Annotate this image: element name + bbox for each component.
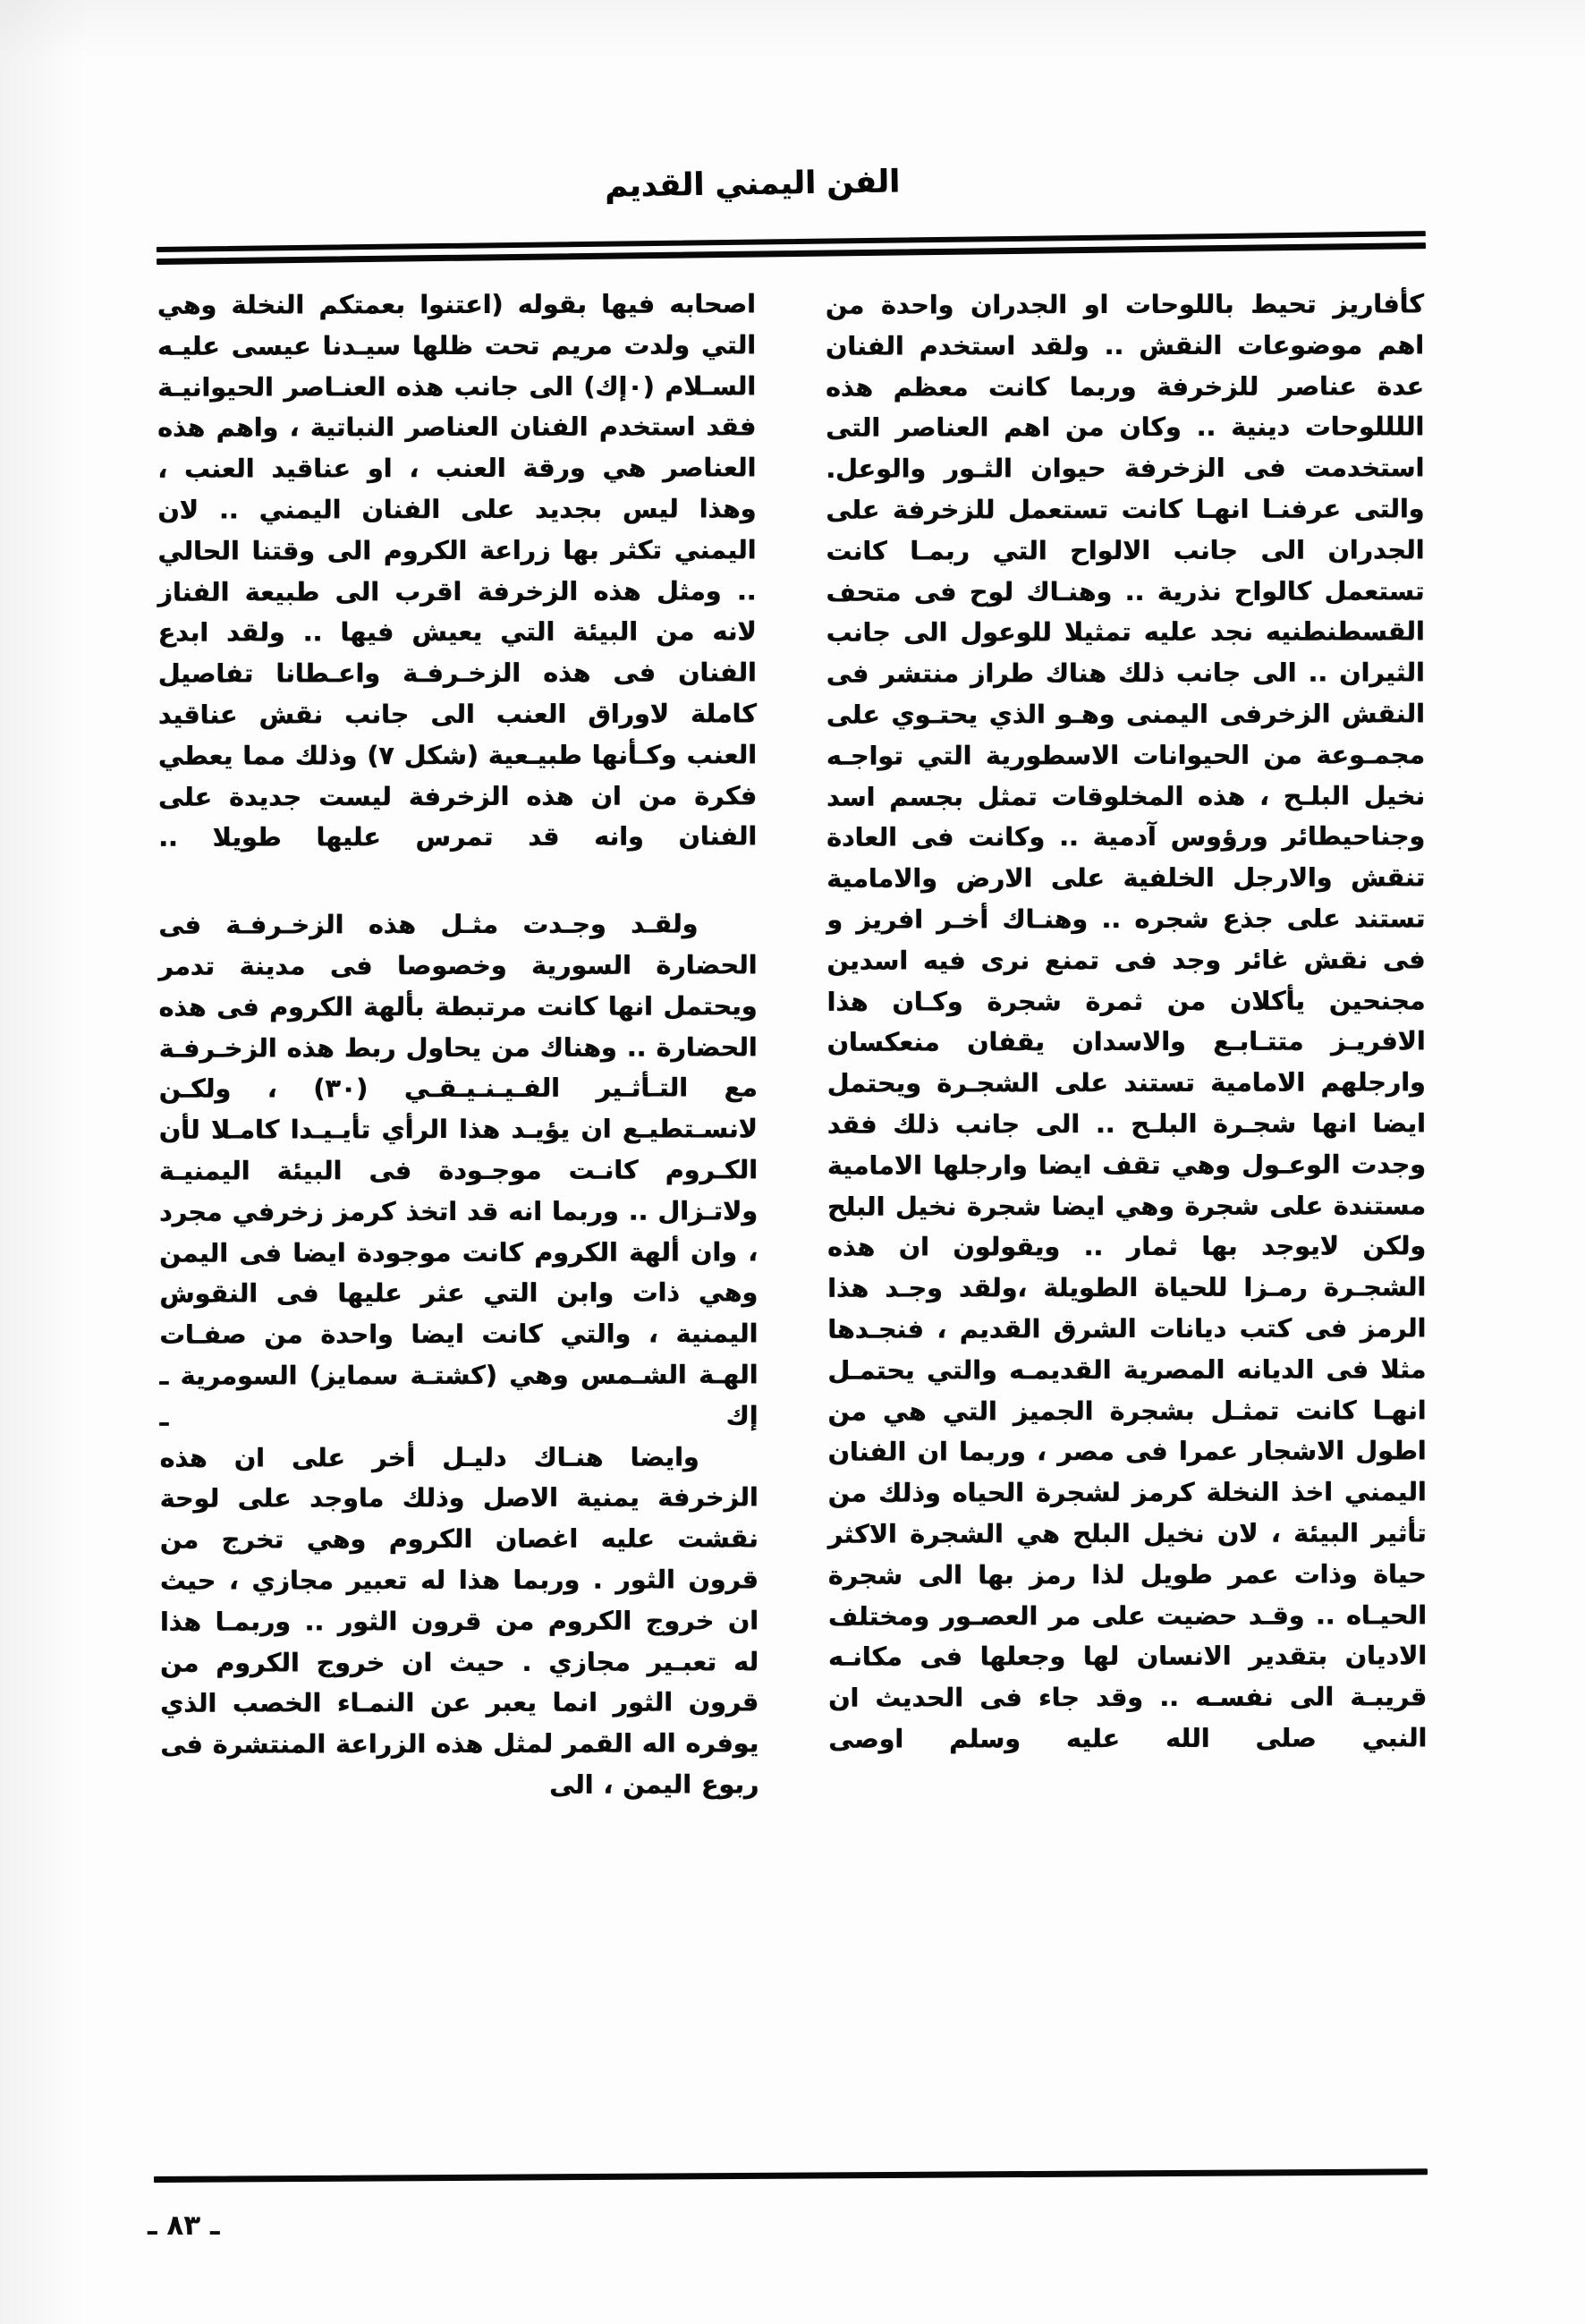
column-right — [826, 284, 1428, 2154]
running-head — [0, 164, 1585, 205]
footer-rule — [154, 2168, 1428, 2187]
page-number: ـ ٨٣ ـ — [148, 2209, 220, 2242]
paragraph: وايضا هنـاك دليـل أخر على ان هذه الزخرفة يمنية الاصل وذلك ماوجد على لوحة نقشت عليه اغصان الكروم وهي تخرج من قرون الثور . وربما هذا له تعبير مجازي ، حيث ان خروج الكروم من قرون الثور .. وربمـا هذا له تعبـير مجازي . حيث ان خروج الكروم من قرون الثور انما يعبر عن النمـاء الخصب الذي يوفره اله القمر لمثل هذه الزراعة المنتشرة فى ربوع اليمن ، الى — [159, 1441, 759, 1800]
scan-edge-shading-top — [0, 0, 1585, 63]
paragraph: ولقـد وجـدت مثـل هذه الزخـرفـة فى الحضارة السورية وخصوصا فى مدينة تدمر ويحتمل انها كانت مرتبطة بألهة الكروم فى هذه الحضارة .. وهناك من يحاول ربط هذه الزخـرفـة مع التـأثـير الفـيـنـيـقـي (٣٠) ، ولكـن لانسـتطيـع ان يؤيـد هذا الرأي تأيـيـدا كامـلا لأن الكـروم كانـت موجـودة فى البيئة اليمنيـة ولاتـزال .. وربما انه قد اتخذ كرمز زخرفي مجرد ، وان ألهة الكروم كانت موجودة ايضا فى اليمن وهي ذات وابن التي عثر عليها فى النقوش اليمنية ، والتي كانت ايضا واحدة من صفـات الهـة الشـمس وهي (كشتـة سمايز) السومرية ـ إك ـ — [158, 909, 759, 1432]
header-double-rule — [157, 231, 1426, 267]
paragraph: اصحابه فيها بقوله (اعتنوا بعمتكم النخلة وهي التي ولدت مريم تحت ظلها سيـدنا عيسى عليـه السـلام (٠إك) الى جانب هذه العنـاصر الحيوانيـة فقد استخدم الفنان العناصر النباتية ، واهم هذه العناصر هي ورقة العنب ، او عناقيد العنب ، وهذا ليس بجديد على الفنان اليمني .. لان اليمني تكثر بها زراعة الكروم الى وقتنا الحالي .. ومثل هذه الزخرفة اقرب الى طبيعة الفناز لانه من البيئة التي يعيش فيها .. ولقد ابدع الفنان فى هذه الزخـرفـة واعـطانا تفاصيل كاملة لاوراق العنب الى جانب نقش عناقيد العنب وكـأنها طبيـعية (شكل ٧) وذلك مما يعطي فكرة من ان هذه الزخرفة ليست جديدة على الفنان وانه قد تمرس عليها طويلا .. — [157, 289, 758, 853]
column-left — [157, 284, 759, 2154]
scan-edge-shading-left — [0, 0, 86, 2324]
paragraph: كأفاريز تحيط باللوحات او الجدران واحدة من اهم موضوعات النقش .. ولقد استخدم الفنان عدة عناصر للزخرفة وربما كانت معظم هذه اللللوحات دينية .. وكان من اهم العناصر التى استخدمت فى الزخرفة حيوان الثـور والوعل. والتى عرفنـا انهـا كانت تستعمل للزخرفة على الجدران الى جانب الالواح التي ربمـا كانت تستعمل كالواح نذرية .. وهنـاك لوح فى متحف القسطنطنيه نجد عليه تمثيلا للوعول الى جانب الثيران .. الى جانب ذلك هناك طراز منتشر فى النقش الزخرفى اليمنى وهـو الذي يحتـوي على مجمـوعة من الحيوانات الاسطورية التي تواجـه نخيل البلـح ، هذه المخلوقات تمثل بجسم اسد وجناحيطائر ورؤوس آدمية .. وكانت فى العادة تنقش والارجل الخلفية على الارض والامامية تستند على جذع شجره .. وهنـاك أخـر افريز و فى نقش غائر وجد فى تمنع نرى فيه اسدين مجنحين يأكلان من ثمرة شجرة وكـان هذا الافريـز متتـابـع والاسدان يقفان منعكسان وارجلهم الامامية تستند على الشجـرة ويحتمل ايضا انها شجـرة البلـح .. الى جانب ذلك فقد وجدت الوعـول وهي تقف ايضا وارجلها الامامية مستندة على شجرة وهي ايضا شجرة نخيل البلح ولكن لايوجد بها ثمار .. ويقولون ان هذه الشجـرة رمـزا للحياة الطويلة ،ولقد وجـد هذا الرمز فى كتب ديانات الشرق القديم ، فنجـدها مثلا فى الديانه المصرية القديمـه والتي يحتمـل انهـا كانت تمثـل بشجرة الجميز التي هي من اطول الاشجار عمرا فى مصر ، وربما ان الفنان اليمني اخذ النخلة كرمز لشجرة الحياه وذلك من تأثير البيئة ، لان نخيل البلح هي الشجرة الاكثر حياة وذات عمر طويل لذا رمز بها الى شجرة الحيـاه .. وقـد حضيت على مر العصـور ومختلف الاديان بتقدير الانسان لها وجعلها فى مكانـه قريبـة الى نفسـه .. وقد جاء فى الحديث ان النبي صلى الله عليه وسلم اوصى — [825, 289, 1428, 1754]
footer-rule-line — [154, 2168, 1428, 2183]
paragraph-spacer — [158, 857, 757, 904]
running-head-title: الفن اليمني القديم — [604, 164, 901, 205]
body-columns — [159, 284, 1426, 2154]
